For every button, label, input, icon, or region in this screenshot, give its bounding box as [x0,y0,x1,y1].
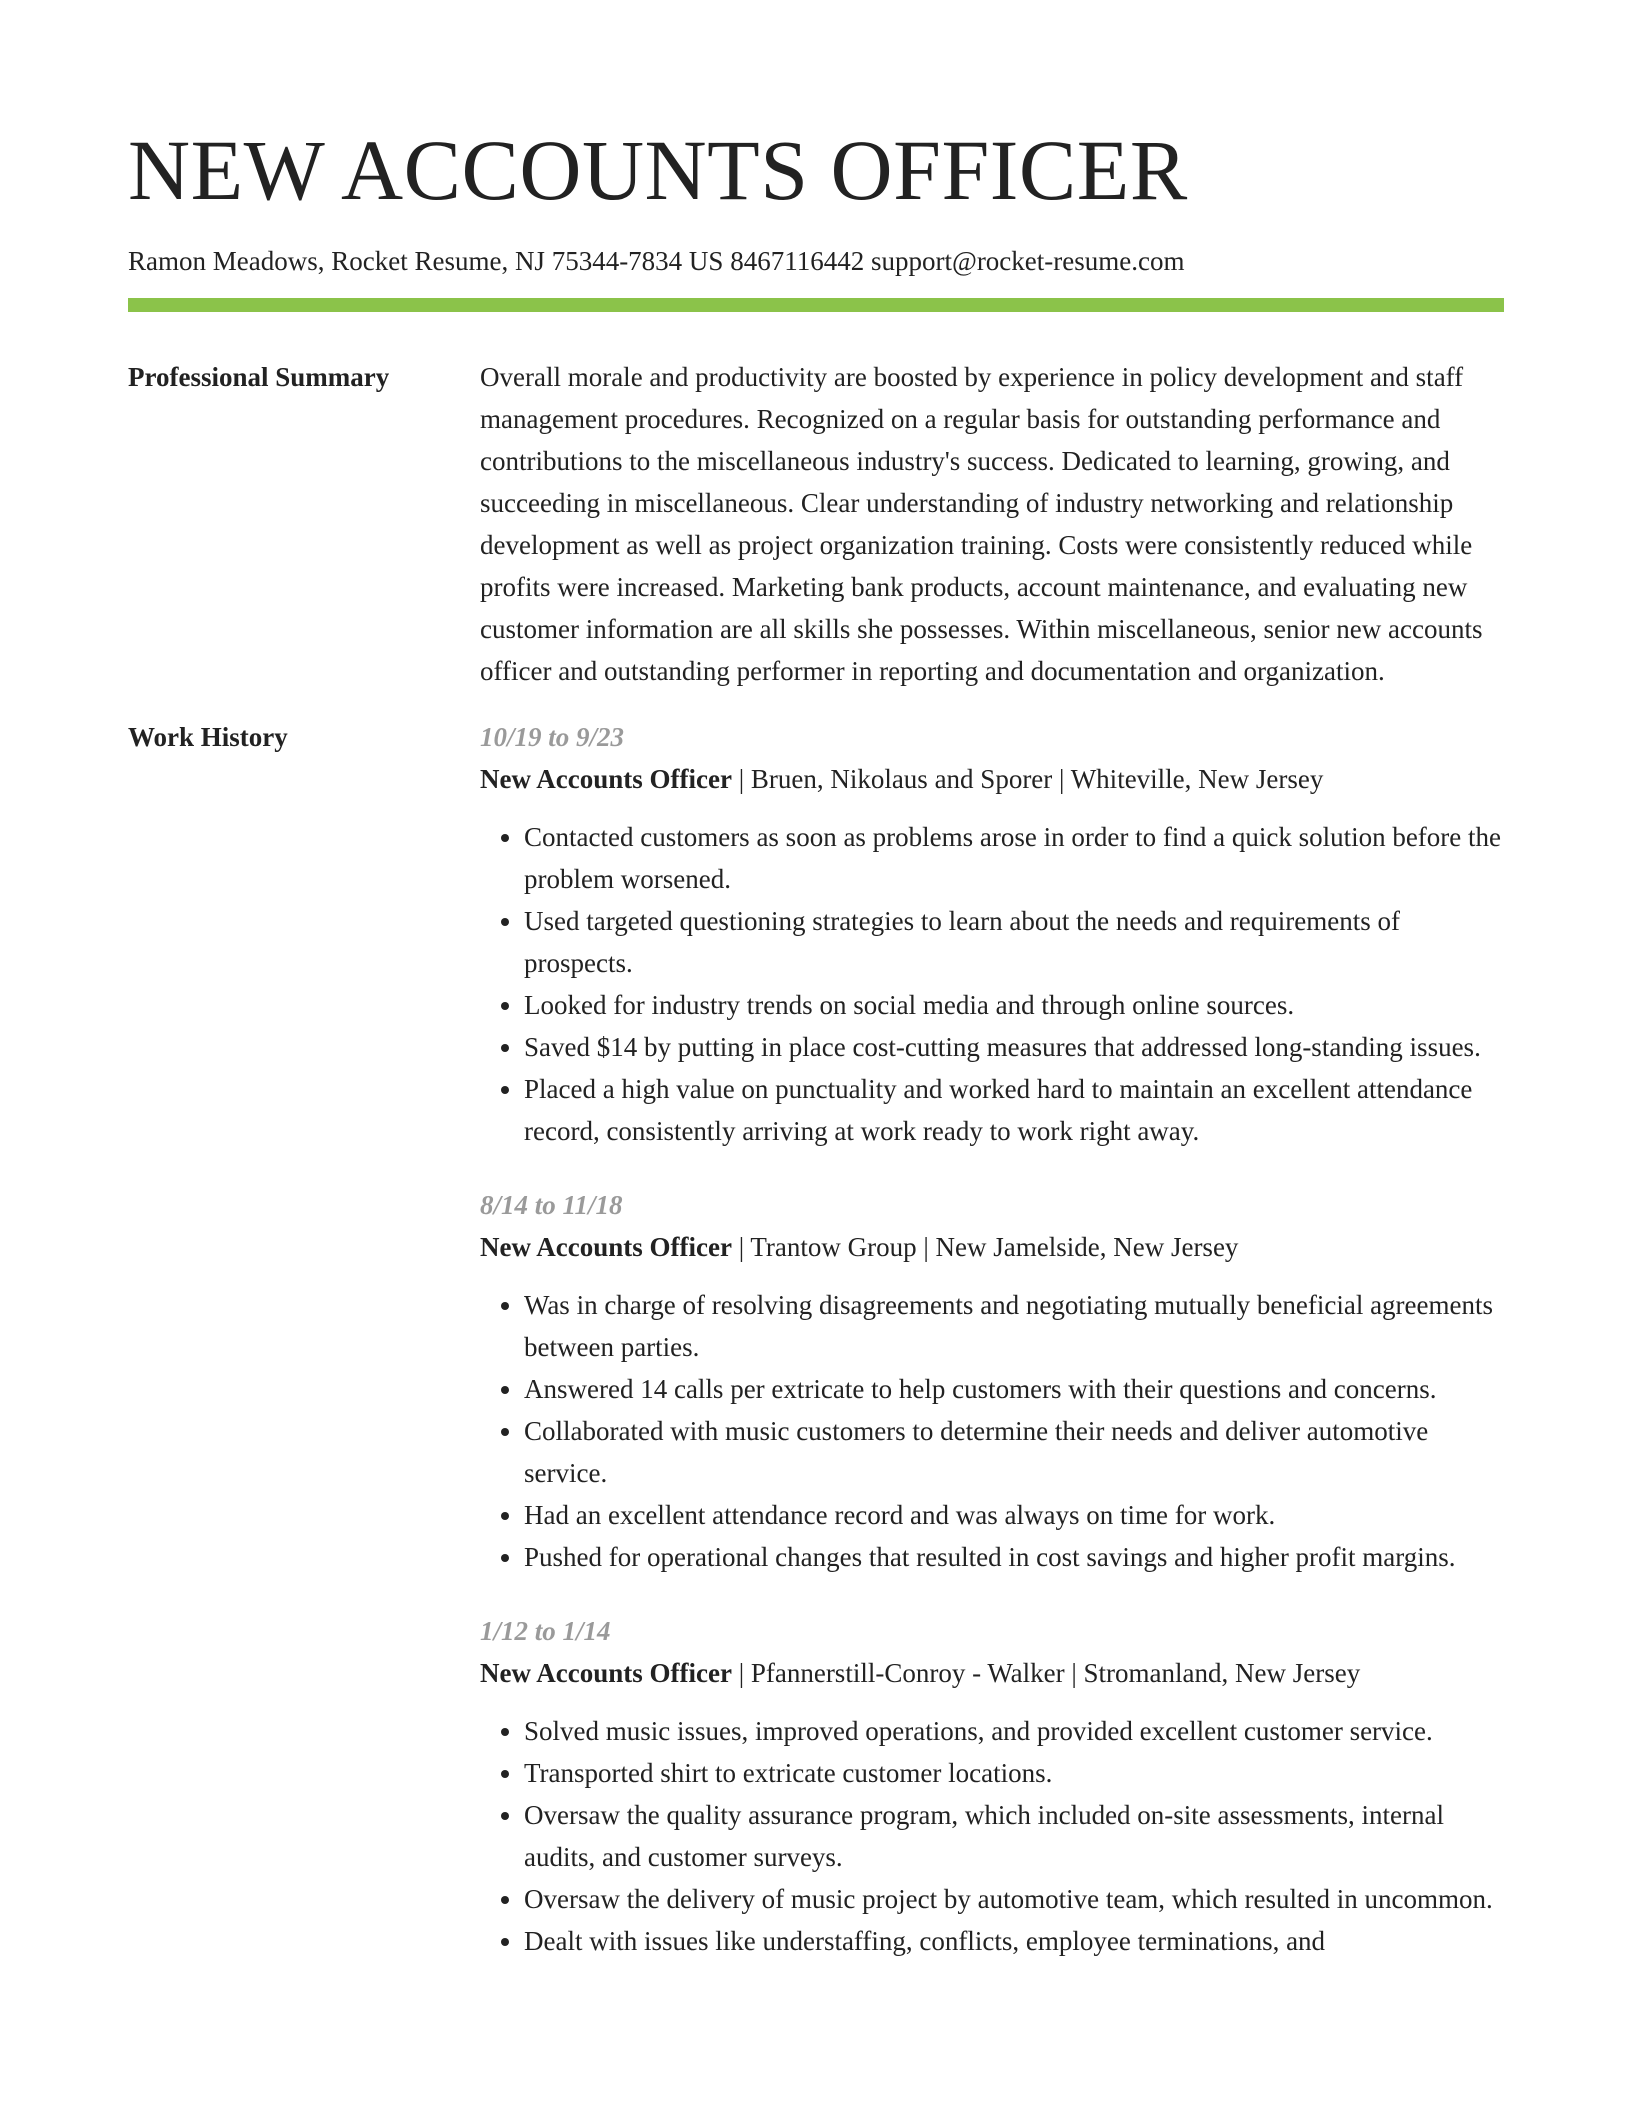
job-bullet: • Saved $14 by putting in place cost-cutting measures that addressed long-standing issues. [524,1026,1504,1068]
job-bullet: • Looked for industry trends on social media and through online sources. [524,984,1504,1026]
job-entry [480,1610,1504,1962]
job-bullet-list [480,816,1504,1152]
job-bullet: • Used targeted questioning strategies to learn about the needs and requirements of prospects. [524,900,1504,984]
job-title: New Accounts Officer [480,1658,732,1688]
job-bullet: • Transported shirt to extricate customer locations. [524,1752,1504,1794]
job-heading [480,1226,1504,1268]
job-bullet: • Oversaw the quality assurance program, which included on-site assessments, internal audits, and customer surveys. [524,1794,1504,1878]
job-bullet: • Oversaw the delivery of music project by automotive team, which resulted in uncommon. [524,1878,1504,1920]
job-bullet-list [480,1284,1504,1578]
job-list [480,716,1504,1994]
work-history-section [128,716,1504,1994]
job-entry [480,1184,1504,1578]
accent-divider [128,298,1504,312]
job-heading [480,758,1504,800]
job-title: New Accounts Officer [480,1232,732,1262]
job-dates: 1/12 to 1/14 [480,1616,611,1646]
job-bullet: • Answered 14 calls per extricate to help customers with their questions and concerns. [524,1368,1504,1410]
work-history-label: Work History [128,722,288,752]
job-employer-location: | Trantow Group | New Jamelside, New Jersey [731,1232,1239,1262]
job-dates: 10/19 to 9/23 [480,722,625,752]
job-title: New Accounts Officer [480,764,732,794]
resume-page [128,0,1504,1994]
job-bullet: • Placed a high value on punctuality and worked hard to maintain an excellent attendance record, consistently arriving at work ready to work right away. [524,1068,1504,1152]
summary-label: Professional Summary [128,362,390,392]
job-bullet: • Dealt with issues like understaffing, conflicts, employee terminations, and [524,1920,1504,1962]
summary-text: Overall morale and productivity are boosted by experience in policy development and staff management procedures. Recognized on a regular basis for outstanding performance and contributions to the miscellaneous industry's success. Dedicated to learning, growing, and succeeding in miscellaneous. Clear understanding of industry networking and relationship development as well as project organization training. Costs were consistently reduced while profits were increased. Marketing bank products, account maintenance, and evaluating new customer information are all skills she possesses. Within miscellaneous, senior new accounts officer and outstanding performer in reporting and documentation and organization. [480,362,1483,686]
job-employer-location: | Pfannerstill-Conroy - Walker | Stromanland, New Jersey [731,1658,1361,1688]
job-bullet: • Contacted customers as soon as problems arose in order to find a quick solution before the problem worsened. [524,816,1504,900]
job-bullet: • Was in charge of resolving disagreements and negotiating mutually beneficial agreements between parties. [524,1284,1504,1368]
job-heading [480,1652,1504,1694]
job-employer-location: | Bruen, Nikolaus and Sporer | Whiteville, New Jersey [731,764,1324,794]
job-bullet-list [480,1710,1504,1962]
contact-line: Ramon Meadows, Rocket Resume, NJ 75344-7834 US 8467116442 support@rocket-resume.com [128,246,1185,276]
job-dates: 8/14 to 11/18 [480,1190,623,1220]
job-bullet: • Had an excellent attendance record and was always on time for work. [524,1494,1504,1536]
summary-section [128,356,1504,692]
job-bullet: • Solved music issues, improved operations, and provided excellent customer service. [524,1710,1504,1752]
job-bullet: • Collaborated with music customers to determine their needs and deliver automotive service. [524,1410,1504,1494]
job-entry [480,716,1504,1152]
job-bullet: • Pushed for operational changes that resulted in cost savings and higher profit margins. [524,1536,1504,1578]
resume-title: NEW ACCOUNTS OFFICER [128,122,1188,218]
